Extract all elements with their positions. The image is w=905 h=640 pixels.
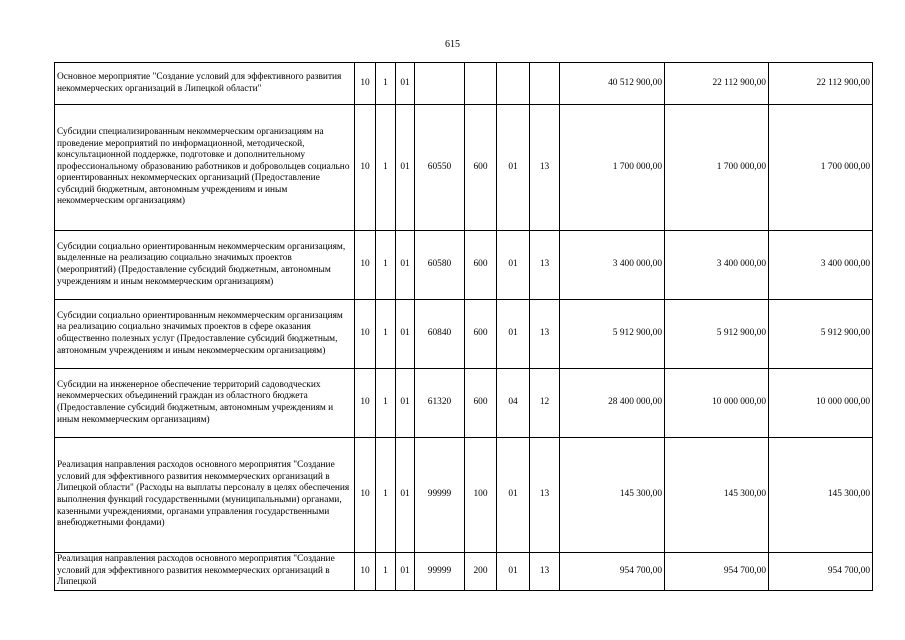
code-cell: 04 [497,369,530,438]
code-cell: 01 [396,438,415,553]
code-cell: 10 [355,438,376,553]
code-cell: 600 [465,369,497,438]
code-cell: 12 [530,369,560,438]
code-cell: 99999 [415,553,465,591]
code-cell: 60550 [415,105,465,231]
amount-cell: 5 912 900,00 [769,300,873,369]
code-cell: 01 [396,300,415,369]
amount-cell: 28 400 000,00 [560,369,665,438]
code-cell: 01 [497,231,530,300]
table-row [55,105,873,231]
code-cell: 200 [465,553,497,591]
amount-cell: 145 300,00 [769,438,873,553]
code-cell: 01 [396,63,415,105]
amount-cell: 3 400 000,00 [769,231,873,300]
code-cell: 1 [376,231,396,300]
row-name: Субсидии специализированным некоммерческим организациям на проведение мероприятий по информационной, методической, консультационной поддержке, подготовке и дополнительному профессиональному образованию работников и добровольцев социально ориентированных некоммерческих организаций (Предоставление субсидий бюджетным, автономным учреждениям и иным некоммерческим организациям) [55,105,355,231]
code-cell: 13 [530,105,560,231]
amount-cell: 954 700,00 [665,553,769,591]
code-cell: 01 [396,553,415,591]
amount-cell: 954 700,00 [769,553,873,591]
table-row [55,300,873,369]
code-cell: 1 [376,300,396,369]
amount-cell: 22 112 900,00 [665,63,769,105]
table-row [55,63,873,105]
budget-table [54,62,873,591]
code-cell: 13 [530,438,560,553]
code-cell: 10 [355,63,376,105]
amount-cell: 5 912 900,00 [665,300,769,369]
row-name: Реализация направления расходов основного мероприятия "Создание условий для эффективного развития некоммерческих организаций в Липецкой области" (Расходы на выплаты персоналу в целях обеспечения выполнения функций государственными (муниципальными) органами, казенными учреждениями, органами управления государственными внебюджетными фондами) [55,438,355,553]
amount-cell: 1 700 000,00 [769,105,873,231]
table-row [55,231,873,300]
code-cell: 1 [376,438,396,553]
code-cell: 100 [465,438,497,553]
amount-cell: 3 400 000,00 [665,231,769,300]
amount-cell: 5 912 900,00 [560,300,665,369]
code-cell: 01 [396,231,415,300]
code-cell [415,63,465,105]
code-cell: 13 [530,231,560,300]
row-name: Субсидии социально ориентированным некоммерческим организациям, выделенные на реализацию социально значимых проектов (мероприятий) (Предоставление субсидий бюджетным, автономным учреждениям и иным некоммерческим организациям) [55,231,355,300]
amount-cell: 22 112 900,00 [769,63,873,105]
code-cell: 01 [497,438,530,553]
code-cell [497,63,530,105]
table-row [55,438,873,553]
amount-cell: 10 000 000,00 [665,369,769,438]
code-cell: 10 [355,553,376,591]
amount-cell: 1 700 000,00 [560,105,665,231]
code-cell: 13 [530,553,560,591]
code-cell: 60580 [415,231,465,300]
code-cell: 600 [465,105,497,231]
code-cell: 01 [497,105,530,231]
table-row [55,369,873,438]
code-cell: 10 [355,231,376,300]
code-cell: 1 [376,105,396,231]
code-cell [465,63,497,105]
code-cell: 61320 [415,369,465,438]
row-name: Реализация направления расходов основного мероприятия "Создание условий для эффективного развития некоммерческих организаций в Липецкой [55,553,355,591]
amount-cell: 10 000 000,00 [769,369,873,438]
code-cell: 600 [465,231,497,300]
row-name: Основное мероприятие "Создание условий для эффективного развития некоммерческих организаций в Липецкой области" [55,63,355,105]
code-cell: 1 [376,369,396,438]
row-name: Субсидии на инженерное обеспечение территорий садоводческих некоммерческих объединений граждан из областного бюджета (Предоставление субсидий бюджетным, автономным учреждениям и иным некоммерческим организациям) [55,369,355,438]
code-cell: 10 [355,300,376,369]
code-cell [530,63,560,105]
code-cell: 99999 [415,438,465,553]
code-cell: 01 [396,369,415,438]
code-cell: 13 [530,300,560,369]
amount-cell: 954 700,00 [560,553,665,591]
code-cell: 1 [376,63,396,105]
amount-cell: 1 700 000,00 [665,105,769,231]
code-cell: 600 [465,300,497,369]
table-row [55,553,873,591]
amount-cell: 3 400 000,00 [560,231,665,300]
amount-cell: 40 512 900,00 [560,63,665,105]
page-number: 615 [445,39,460,50]
code-cell: 01 [497,553,530,591]
code-cell: 10 [355,105,376,231]
amount-cell: 145 300,00 [665,438,769,553]
code-cell: 01 [396,105,415,231]
code-cell: 60840 [415,300,465,369]
amount-cell: 145 300,00 [560,438,665,553]
code-cell: 10 [355,369,376,438]
row-name: Субсидии социально ориентированным некоммерческим организациям на реализацию социально значимых проектов в сфере оказания общественно полезных услуг (Предоставление субсидий бюджетным, автономным учреждениям и иным некоммерческим организациям) [55,300,355,369]
code-cell: 01 [497,300,530,369]
code-cell: 1 [376,553,396,591]
